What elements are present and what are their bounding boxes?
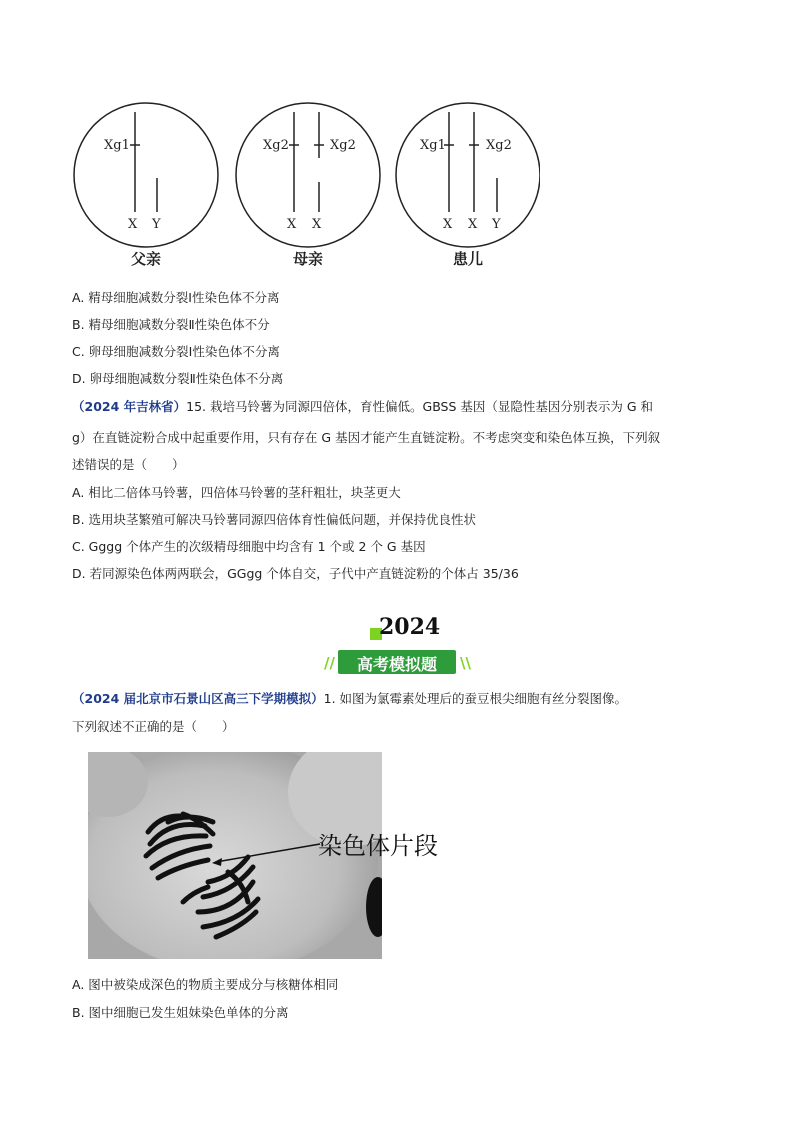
son-label-y: Y <box>492 217 501 232</box>
father-circle <box>74 103 218 247</box>
q15-line3: 述错误的是（ ） <box>72 457 185 472</box>
section-title: 高考模拟题 <box>356 655 437 674</box>
q1-source: （2024 届北京市石景山区高三下学期模拟） <box>72 691 324 706</box>
mother-label-x2: X <box>312 217 322 232</box>
q15-option-a: A. 相比二倍体马铃薯，四倍体马铃薯的茎秆粗壮，块茎更大 <box>72 485 401 500</box>
q1-line1 <box>72 690 627 708</box>
mother-circle <box>236 103 380 247</box>
son-label-x2: X <box>468 217 478 232</box>
q1-option-b: B. 图中细胞已发生姐妹染色单体的分离 <box>72 1005 289 1020</box>
mother-label-x1: X <box>287 217 297 232</box>
q14-option-d: D. 卵母细胞减数分裂Ⅱ性染色体不分离 <box>72 371 284 386</box>
mother-label-xg2-right: Xg2 <box>330 138 356 153</box>
q1-stem-1: 1. 如图为氯霉素处理后的蚕豆根尖细胞有丝分裂图像。 <box>323 691 628 706</box>
caption-son: 患儿 <box>452 250 483 268</box>
slash-right-icon: \\ <box>460 654 471 672</box>
q15-option-c: C. Gggg 个体产生的次级精母细胞中均含有 1 个或 2 个 G 基因 <box>72 539 426 554</box>
caption-mother: 母亲 <box>292 250 323 268</box>
section-banner <box>338 650 456 674</box>
q15-line1 <box>72 398 653 416</box>
chromosome-diagram <box>60 100 540 250</box>
q15-option-d: D. 若同源染色体两两联会，GGgg 个体自交，子代中产直链淀粉的个体占 35/36 <box>72 566 519 581</box>
q15-source: （2024 年吉林省） <box>72 399 187 414</box>
q1-option-a: A. 图中被染成深色的物质主要成分与核糖体相同 <box>72 977 339 992</box>
q14-option-a: A. 精母细胞减数分裂Ⅰ性染色体不分离 <box>72 290 280 305</box>
slash-left-icon: // <box>324 654 335 672</box>
micrograph-label: 染色体片段 <box>318 832 438 860</box>
son-label-x1: X <box>443 217 453 232</box>
q1-line2: 下列叙述不正确的是（ ） <box>72 719 235 734</box>
q15-option-b: B. 选用块茎繁殖可解决马铃薯同源四倍体育性偏低问题，并保持优良性状 <box>72 512 477 527</box>
q14-option-c: C. 卵母细胞减数分裂Ⅰ性染色体不分离 <box>72 344 280 359</box>
mother-label-xg2-left: Xg2 <box>263 138 289 153</box>
caption-father: 父亲 <box>130 250 161 268</box>
father-label-x: X <box>128 217 138 232</box>
son-label-xg1: Xg1 <box>420 138 446 153</box>
section-year: 2024 <box>379 614 441 640</box>
q14-option-b: B. 精母细胞减数分裂Ⅱ性染色体不分 <box>72 317 270 332</box>
q15-stem-1: 15. 栽培马铃薯为同源四倍体，育性偏低。GBSS 基因（显隐性基因分别表示为 G 和 <box>186 399 654 414</box>
father-label-xg1: Xg1 <box>104 138 130 153</box>
son-label-xg2: Xg2 <box>486 138 512 153</box>
father-label-y: Y <box>152 217 161 232</box>
q15-line2: g）在直链淀粉合成中起重要作用，只有存在 G 基因才能产生直链淀粉。不考虑突变和染色体互换，下列叙 <box>72 430 661 445</box>
